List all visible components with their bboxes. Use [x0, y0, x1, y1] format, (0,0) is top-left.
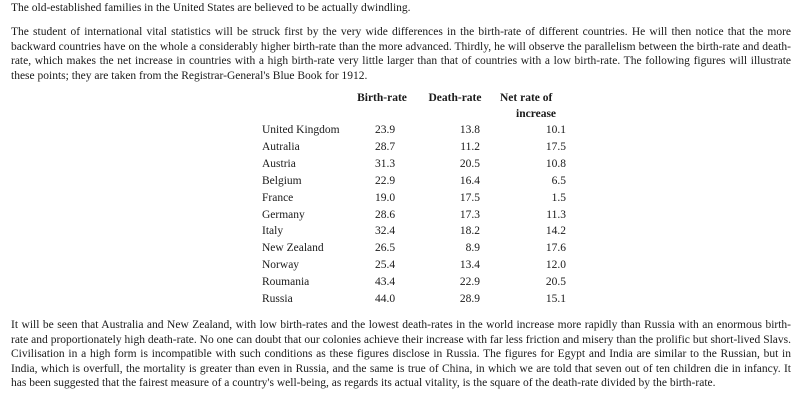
- row-country: Roumania: [262, 276, 310, 289]
- row-birth-rate: 22.9: [374, 174, 396, 187]
- row-country: France: [262, 191, 294, 204]
- table-row: [258, 223, 584, 240]
- row-birth-rate: 23.9: [374, 124, 396, 136]
- row-death-rate: 13.4: [459, 259, 480, 272]
- row-birth-rate: 32.4: [374, 225, 396, 238]
- row-death-rate: 16.4: [459, 174, 480, 187]
- row-net-rate: 11.3: [546, 208, 566, 221]
- row-net-rate: 10.1: [545, 124, 566, 136]
- row-net-rate: 15.1: [545, 293, 566, 306]
- row-country: Italy: [262, 225, 284, 238]
- row-birth-rate: 31.3: [374, 157, 396, 170]
- row-birth-rate: 26.5: [374, 242, 396, 255]
- table-row: [258, 257, 584, 274]
- row-net-rate: 1.5: [551, 191, 566, 204]
- row-birth-rate: 25.4: [374, 259, 396, 272]
- table-row: [258, 139, 584, 156]
- row-country: United Kingdom: [262, 124, 340, 136]
- header-birth-rate: Birth-rate: [357, 92, 407, 104]
- table-row: [258, 156, 584, 173]
- opening-line: The old-established families in the United States are believed to be actually dwindling.: [11, 2, 411, 14]
- row-country: Germany: [262, 208, 305, 221]
- table-row: [258, 240, 584, 257]
- row-country: New Zealand: [262, 242, 324, 255]
- table-header-row-2: [258, 106, 584, 122]
- vital-statistics-table: [258, 90, 584, 308]
- row-country: Russia: [262, 293, 293, 306]
- table-row: [258, 122, 584, 139]
- table-row: [258, 173, 584, 190]
- row-net-rate: 17.5: [545, 140, 566, 153]
- table-row: [258, 291, 584, 308]
- table-row: [258, 274, 584, 291]
- row-net-rate: 12.0: [545, 259, 566, 272]
- row-net-rate: 20.5: [545, 276, 566, 289]
- row-birth-rate: 19.0: [374, 191, 396, 204]
- header-net-rate: Net rate of: [500, 92, 553, 104]
- row-birth-rate: 28.7: [374, 140, 396, 153]
- row-birth-rate: 44.0: [374, 293, 396, 306]
- row-country: Austria: [262, 157, 296, 170]
- row-death-rate: 17.3: [459, 208, 480, 221]
- table-row: [258, 207, 584, 224]
- row-birth-rate: 28.6: [374, 208, 396, 221]
- row-death-rate: 22.9: [459, 276, 480, 289]
- row-country: Norway: [262, 259, 300, 272]
- row-net-rate: 10.8: [545, 157, 566, 170]
- row-net-rate: 17.6: [545, 242, 566, 255]
- row-death-rate: 18.2: [459, 225, 480, 238]
- table-header-row-1: [258, 90, 584, 106]
- table-row: [258, 190, 584, 207]
- row-death-rate: 11.2: [460, 140, 480, 153]
- intro-paragraph: The student of international vital statistics will be struck first by the very wide differences in the birth-rate of different countries. He will then notice that the more backward countries have on the whole a considerably higher birth-rate than the more advanced. Thirdly, he will observe the parallelism between the birth-rate and death-rate, which makes the net increase in countries with a high birth-rate very little larger than that of countries with a low birth-rate. The following figures will illustrate these points; they are taken from the Registrar-General's Blue Book for 1912.: [11, 26, 791, 82]
- header-net-rate-line2: increase: [516, 108, 557, 120]
- row-country: Autralia: [262, 140, 300, 153]
- row-death-rate: 8.9: [465, 242, 480, 255]
- row-death-rate: 28.9: [459, 293, 480, 306]
- row-death-rate: 13.8: [459, 124, 480, 136]
- header-death-rate: Death-rate: [428, 92, 482, 104]
- row-net-rate: 14.2: [545, 225, 566, 238]
- closing-paragraph: It will be seen that Australia and New Zealand, with low birth-rates and the lowest death-rates in the world increase more rapidly than Russia with an enormous birth-rate and proportionately high death-rate. No one can doubt that our colonies achieve their increase with far less friction and misery than the prolific but short-lived Slavs. Civilisation in a high form is incompatible with such conditions as these figures disclose in Russia. The figures for Egypt and India are similar to the Russian, but in India, which is overfull, the mortality is greater than even in Russia, and the same is true of China, in which we are told that seven out of ten children die in infancy. It has been suggested that the fairest measure of a country's well-being, as regards its actual vitality, is the square of the death-rate divided by the birth-rate.: [11, 319, 791, 390]
- table-body: [258, 122, 584, 308]
- row-death-rate: 17.5: [459, 191, 480, 204]
- row-net-rate: 6.5: [551, 174, 566, 187]
- row-country: Belgium: [262, 174, 302, 187]
- row-birth-rate: 43.4: [374, 276, 396, 289]
- row-death-rate: 20.5: [459, 157, 480, 170]
- header-country: [258, 90, 348, 106]
